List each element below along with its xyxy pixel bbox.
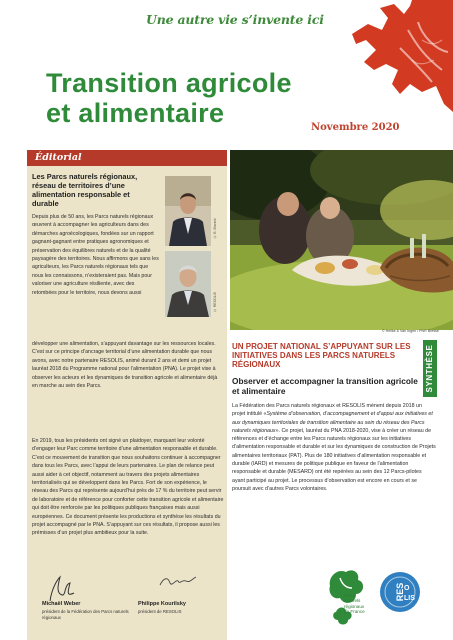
editorial-label-bar	[27, 150, 227, 166]
main-photo	[230, 150, 453, 330]
svg-text:LIS: LIS	[404, 595, 415, 602]
article-body-intro: La Fédération des Parcs naturels régionaux et RESOLIS mènent depuis 2018 un projet intitulé «	[232, 403, 422, 418]
title-line-1: Transition agricole	[46, 68, 292, 98]
main-photo-credit: © Heilke & Van Ingen / PNR Bresse	[382, 329, 439, 333]
issue-date: Novembre 2020	[311, 122, 400, 133]
article-subtitle: Observer et accompagner la transition agricole et alimentaire	[232, 376, 418, 396]
signature-philippe-kourilsky	[158, 573, 198, 591]
parcs-logo-line-3: régionaux	[344, 603, 365, 609]
article-body-rest: ». Ce projet, lauréat du PNA 2018-2020, vise à créer un réseau de références et d’échange entre les Parcs naturels régionaux sur les initiatives d’alimentation responsable et durable et sur les dynamiques de construction de Projets alimentaires territoriaux (PAT). Plus de 180 initiatives d’alimentation responsable et durable (IARD) et mesures de politique publique en faveur de l’alimentation responsable et durable (MESARD) ont été repérées au sein des 12 Parcs-pilotes ayant participé au projet. Le processus d’observation est encore en cours et se poursuit avec d’autres Parcs volontaires.	[232, 427, 436, 492]
synthese-tab	[423, 340, 437, 397]
signer-2-name: Philippe Kourilsky	[138, 601, 186, 607]
editorial-paragraph-1-continued: développer une alimentation, s’appuyant davantage sur les ressources locales. C’est sur ce principe d’ancrage territorial d’une alimentation durable que nous avons, avec notre partenaire RESOLIS, animé durant 2 ans et demi un projet lauréat 2018 du Programme national pour l’alimentation (PNA). Le projet vise à observer les acteurs et les dynamiques de transition agricole et alimentaire déjà en marche au sein des Parcs.	[32, 341, 218, 390]
article-body-project-name: Système d’observation, d’accompagnement et d’appui aux initiatives et aux dynamiques territoriales de transition alimentaire au sein du réseau des Parcs naturels régionaux	[232, 411, 433, 434]
signer-1-role: président de la Fédération des Parcs naturels régionaux	[42, 609, 129, 620]
parcs-logo-line-1: Parcs	[344, 593, 356, 598]
signer-1-name: Michaël Weber	[42, 601, 81, 607]
svg-text:O: O	[404, 585, 410, 592]
editorial-heading: Les Parcs naturels régionaux, réseau de territoires d’une alimentation responsable et durable	[32, 172, 138, 208]
portrait-michael-weber	[165, 176, 211, 246]
title-line-2: et alimentaire	[46, 98, 225, 128]
article-title: UN PROJET NATIONAL S’APPUYANT SUR LES INITIATIVES DANS LES PARCS NATURELS RÉGIONAUX	[232, 342, 411, 369]
editorial-paragraph-2: En 2019, tous les présidents ont signé un plaidoyer, marquant leur volonté d’engager leur Parc comme territoire d’une alimentation responsable et durable. C’est ce mouvement de transition que nous souhaitons continuer à accompagner dans tous les Parcs, avec l’appui de leurs partenaires. Le plan de relance peut aussi aider à cet objectif, notamment au travers des projets alimentaires territorialisés qui se développent dans les Parcs. Fort de son expérience, le réseau des Parcs qui représente aujourd’hui près de 17 % du territoire peut servir de laboratoire et de référence pour conforter cette transition agricole et alimentaire qui doit être renforcée par les politiques publiques françaises mais aussi européennes. Ce document présente les productions et synthèse les résultats du projet accompagné par le PNA. S’appuyant sur ces résultats, il propose aussi les prémisses d’un projet plus ambitieux pour la suite.	[32, 438, 224, 537]
tagline: Une autre vie s’invente ici	[146, 12, 324, 27]
editorial-label: Éditorial	[35, 152, 82, 163]
parcs-logo-line-2: naturels	[344, 598, 361, 604]
photo-credit-2: © RESOLIS	[213, 292, 217, 313]
portrait-philippe-kourilsky	[165, 251, 211, 317]
photo-credit-1: © B. Bianchi	[213, 218, 217, 239]
article-body	[232, 402, 436, 493]
editorial-paragraph-1: Depuis plus de 50 ans, les Parcs naturels régionaux œuvrent à accompagner les agriculteurs dans des démarches agroécologiques, fondées sur un rapport gagnant-gagnant entre pratiques agronomiques et préservation des équilibres naturels et de la qualité paysagère des territoires. Nous affirmons que sans les agriculteurs, les Parcs naturels régionaux tels que nous les connaissons, n’existeraient pas. Mais pour valoriser une agriculture résiliente, avec des retombées pour le territoire, nous devons aussi	[32, 214, 159, 296]
svg-text:RES: RES	[395, 582, 405, 602]
page-title	[46, 68, 346, 128]
red-splash-logo	[352, 0, 453, 112]
signer-2-role: président de RESOLIS	[138, 609, 182, 614]
parcs-logo-line-4: de France	[344, 609, 365, 615]
resolis-logo	[378, 570, 422, 614]
synthese-tab-label: SYNTHÈSE	[425, 344, 434, 393]
parcs-logo-text	[344, 593, 379, 615]
